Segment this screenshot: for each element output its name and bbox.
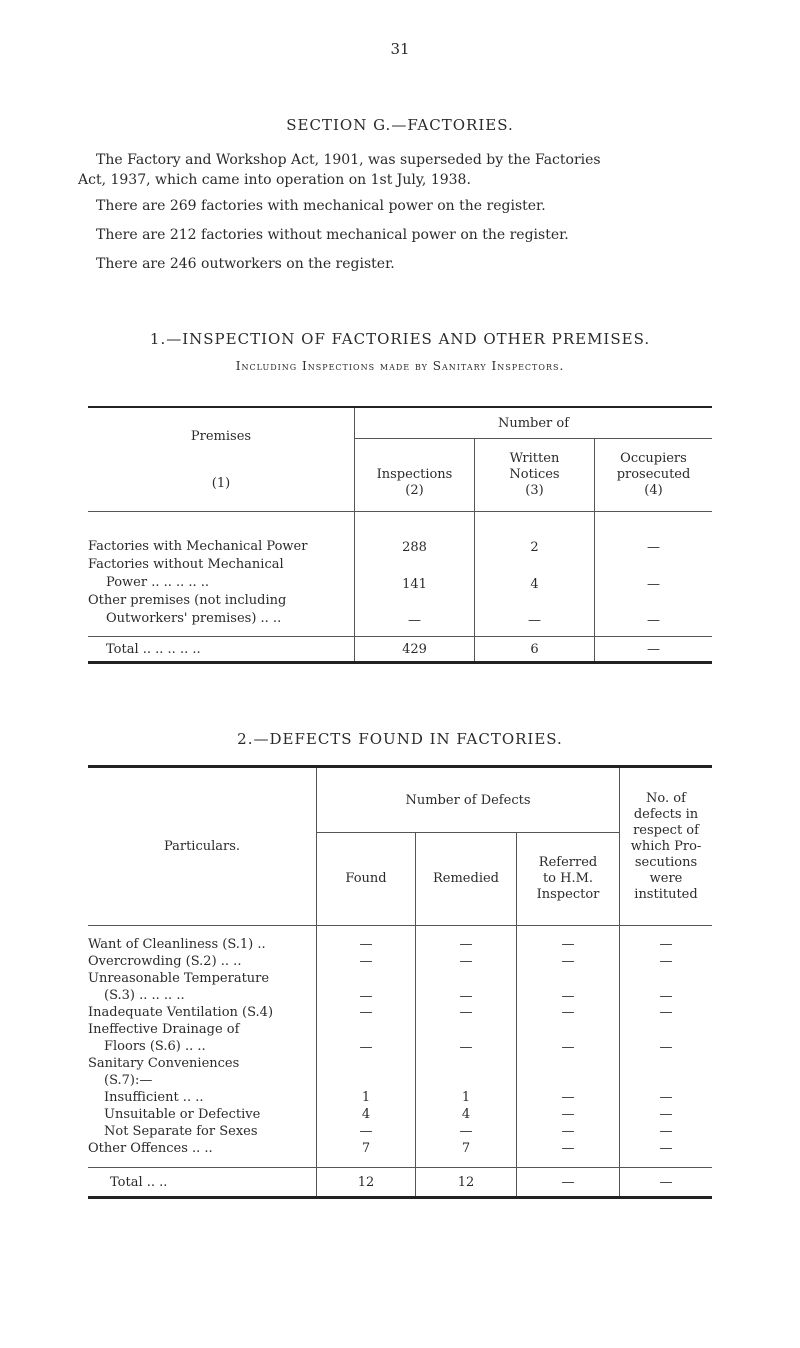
intro-paragraph-2: There are 269 factories with mechanical power on the register. <box>96 198 546 214</box>
row-label: Inadequate Ventilation (S.4) <box>88 1004 317 1021</box>
cell-referred: — <box>517 1140 620 1168</box>
prosecutions-header-line-2: defects in <box>633 806 699 822</box>
row-label: Overcrowding (S.2) .. .. <box>88 953 317 970</box>
cell-found: — <box>317 1021 416 1055</box>
cell-prosecutions: — <box>659 1107 673 1122</box>
written-notices-header-number: (3) <box>525 483 544 498</box>
referred-header <box>517 833 620 926</box>
cell-notices: — <box>475 592 595 637</box>
occupiers-header-line-1: Occupiers <box>620 451 687 466</box>
row-label-line-2: Power .. .. .. .. .. <box>106 575 210 590</box>
intro-paragraph-4: There are 246 outworkers on the register. <box>96 256 395 272</box>
cell-found: 7 <box>317 1140 416 1168</box>
total-row <box>88 637 712 663</box>
row-label: Insufficient .. .. <box>88 1089 317 1106</box>
row-label <box>88 970 317 1004</box>
inspections-header-number: (2) <box>405 483 424 498</box>
cell-remedied: — <box>416 1021 517 1055</box>
cell-prosecuted: — <box>647 613 660 628</box>
cell-remedied: — <box>416 1004 517 1021</box>
prosecutions-header-line-5: secutions <box>634 854 698 870</box>
cell-remedied: — <box>416 970 517 1004</box>
cell-referred: — <box>517 926 620 954</box>
cell-remedied: 4 <box>416 1106 517 1123</box>
written-notices-header <box>475 439 595 512</box>
cell-prosecutions: — <box>659 1040 673 1055</box>
referred-header-line-3: Inspector <box>536 887 600 902</box>
cell-referred: — <box>517 1021 620 1055</box>
cell-inspections: — <box>355 592 475 637</box>
cell-remedied: 7 <box>416 1140 517 1168</box>
number-of-defects-header: Number of Defects <box>317 767 620 833</box>
cell-prosecuted: — <box>647 539 660 555</box>
cell-prosecutions: — <box>659 937 673 952</box>
inspections-header-label: Inspections <box>376 467 453 482</box>
inspections-header <box>355 439 475 512</box>
cell-inspections: 288 <box>355 512 475 557</box>
page-number: 31 <box>390 40 410 58</box>
total-inspections: 429 <box>355 637 475 663</box>
occupiers-prosecuted-header <box>595 439 713 512</box>
occupiers-header-line-2: prosecuted <box>616 467 691 482</box>
referred-header-line-2: to H.M. <box>542 871 594 886</box>
cell-notices: 2 <box>475 512 595 557</box>
cell-remedied: — <box>416 926 517 954</box>
table-row <box>88 1055 712 1089</box>
row-label-line-1: Ineffective Drainage of <box>88 1022 240 1037</box>
cell-prosecutions: — <box>659 1005 673 1020</box>
total-row <box>88 1168 712 1198</box>
table-row <box>88 556 712 592</box>
cell-found: — <box>317 1123 416 1140</box>
prosecutions-header <box>620 767 713 926</box>
found-header: Found <box>317 833 416 926</box>
row-label-line-1: Sanitary Conveniences <box>88 1056 240 1071</box>
cell-prosecutions: — <box>659 1141 673 1156</box>
table-row <box>88 1106 712 1123</box>
inspection-table <box>88 406 712 664</box>
total-label: Total .. .. <box>88 1168 317 1198</box>
cell-referred: — <box>517 1106 620 1123</box>
total-notices: 6 <box>475 637 595 663</box>
table-row <box>88 1140 712 1168</box>
cell-inspections: 141 <box>355 556 475 592</box>
intro-paragraph-1 <box>78 150 724 190</box>
section-title: SECTION G.—FACTORIES. <box>286 116 514 134</box>
row-label: Not Separate for Sexes <box>88 1123 317 1140</box>
row-label-line-2: Floors (S.6) .. .. <box>104 1039 206 1054</box>
cell-prosecutions: — <box>659 989 673 1004</box>
prosecutions-header-line-3: respect of <box>633 822 699 838</box>
row-label <box>88 592 355 637</box>
remedied-header: Remedied <box>416 833 517 926</box>
row-label-line-1: Factories without Mechanical <box>88 557 284 572</box>
total-referred: — <box>517 1168 620 1198</box>
row-label: Factories with Mechanical Power <box>88 512 355 557</box>
cell-referred: — <box>517 1089 620 1106</box>
premises-header <box>88 407 355 512</box>
cell-found: — <box>317 970 416 1004</box>
table-row <box>88 1004 712 1021</box>
total-prosecuted: — <box>595 637 713 663</box>
row-label-line-2: Outworkers' premises) .. .. <box>106 611 282 626</box>
cell-prosecutions: — <box>659 1124 673 1139</box>
premises-header-label: Premises <box>190 428 252 444</box>
cell-remedied: — <box>416 953 517 970</box>
cell-remedied: — <box>416 1123 517 1140</box>
row-label: Other Offences .. .. <box>88 1140 317 1168</box>
row-label <box>88 1055 317 1089</box>
row-label-line-2: (S.3) .. .. .. .. <box>104 988 185 1003</box>
row-label-line-1: Unreasonable Temperature <box>88 971 270 986</box>
cell-prosecutions: — <box>659 1090 673 1105</box>
defects-heading: 2.—DEFECTS FOUND IN FACTORIES. <box>237 730 563 748</box>
table-row <box>88 953 712 970</box>
defects-table <box>88 765 712 1199</box>
inspection-heading: 1.—INSPECTION OF FACTORIES AND OTHER PREMISES. <box>149 330 651 348</box>
cell-found: 1 <box>317 1089 416 1106</box>
cell-referred: — <box>517 1123 620 1140</box>
table-row <box>88 970 712 1004</box>
cell-referred: — <box>517 1004 620 1021</box>
written-notices-header-line-2: Notices <box>509 467 560 482</box>
table-row <box>88 592 712 637</box>
number-of-header: Number of <box>355 407 713 439</box>
prosecutions-header-line-6: were <box>649 870 683 886</box>
row-label-line-2: (S.7):— <box>104 1073 153 1088</box>
prosecutions-header-line-7: instituted <box>634 886 698 902</box>
total-remedied: 12 <box>416 1168 517 1198</box>
row-label-line-1: Other premises (not including <box>88 593 287 608</box>
total-label: Total .. .. .. .. .. <box>88 637 355 663</box>
row-label: Unsuitable or Defective <box>88 1106 317 1123</box>
total-prosecutions: — <box>620 1168 713 1198</box>
intro-line-2: Act, 1937, which came into operation on 1st July, 1938. <box>78 172 471 188</box>
occupiers-header-number: (4) <box>644 483 663 498</box>
cell-found: — <box>317 1004 416 1021</box>
cell-notices: 4 <box>475 556 595 592</box>
table-row <box>88 512 712 557</box>
cell-referred: — <box>517 953 620 970</box>
cell-found: — <box>317 953 416 970</box>
cell-referred: — <box>517 970 620 1004</box>
cell-remedied: 1 <box>416 1089 517 1106</box>
cell-found: 4 <box>317 1106 416 1123</box>
table-row <box>88 1123 712 1140</box>
total-found: 12 <box>317 1168 416 1198</box>
written-notices-header-line-1: Written <box>509 451 560 466</box>
particulars-header: Particulars. <box>88 767 317 926</box>
cell-prosecutions: — <box>659 954 673 969</box>
table-row <box>88 926 712 954</box>
cell-found: — <box>317 926 416 954</box>
row-label: Want of Cleanliness (S.1) .. <box>88 926 317 954</box>
cell-prosecuted: — <box>647 577 660 592</box>
row-label <box>88 1021 317 1055</box>
table-row <box>88 1089 712 1106</box>
row-label <box>88 556 355 592</box>
referred-header-line-1: Referred <box>538 855 598 870</box>
premises-header-number: (1) <box>211 475 231 491</box>
intro-line-1: The Factory and Workshop Act, 1901, was superseded by the Factories <box>96 152 601 168</box>
table-row <box>88 1021 712 1055</box>
prosecutions-header-line-1: No. of <box>646 790 686 806</box>
intro-paragraph-3: There are 212 factories without mechanical power on the register. <box>96 227 569 243</box>
inspection-subheading: Including Inspections made by Sanitary Inspectors. <box>235 359 565 373</box>
prosecutions-header-line-4: which Pro- <box>630 838 702 854</box>
